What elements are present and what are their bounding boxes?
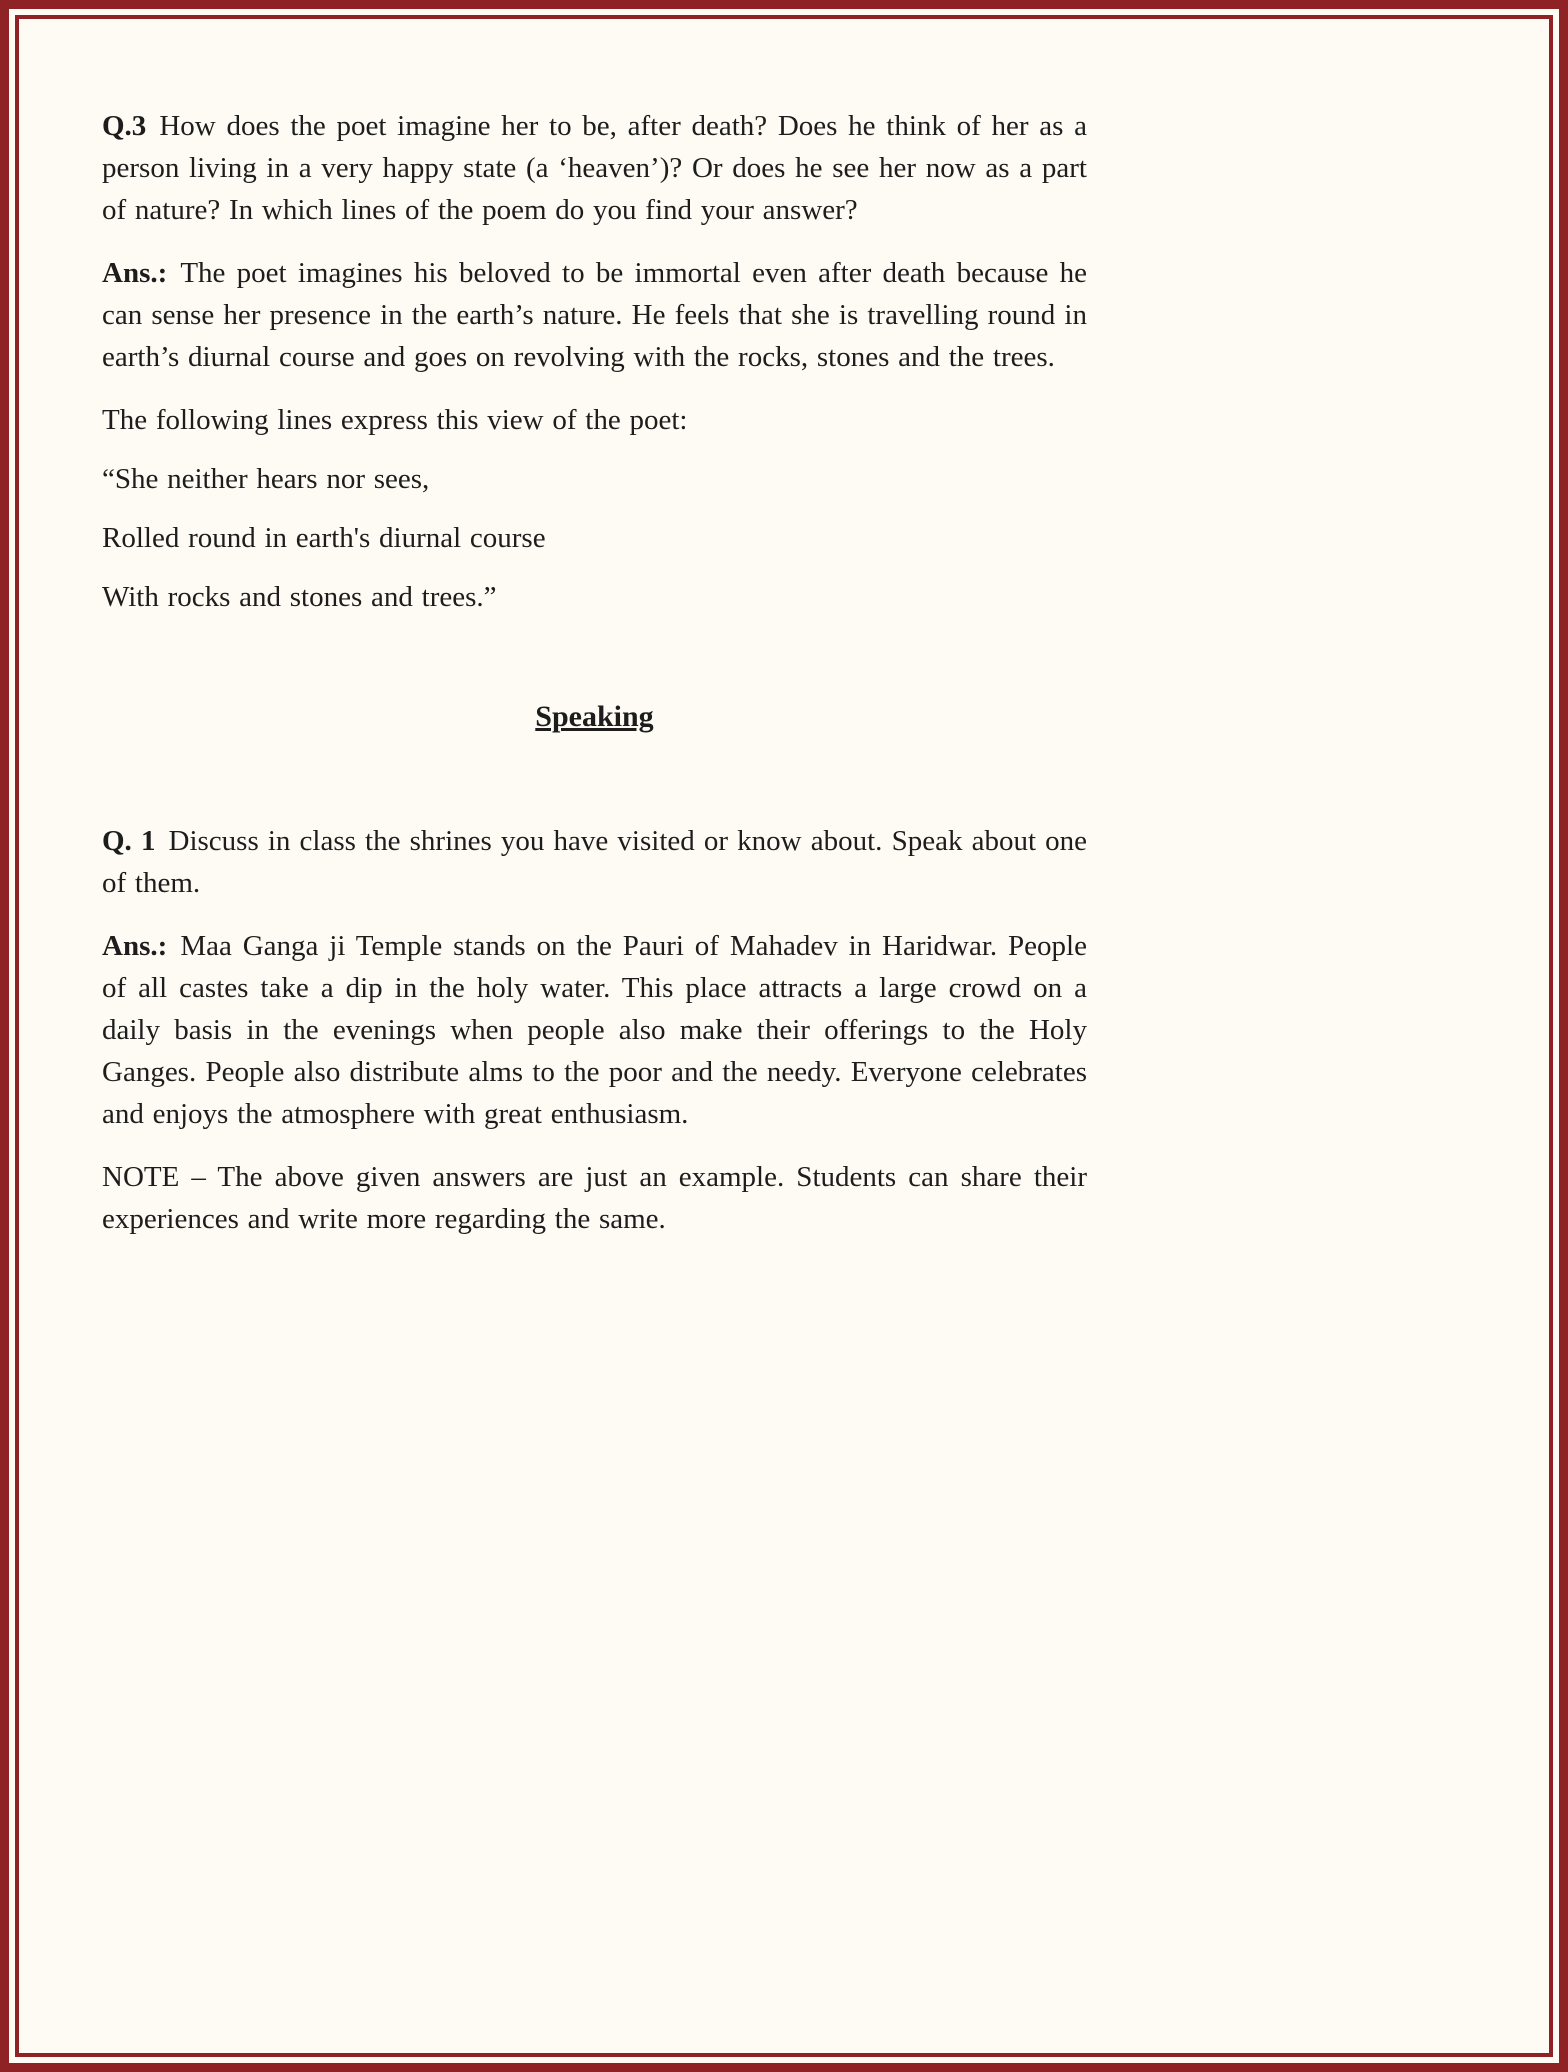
question-q3-label: Q.3 xyxy=(102,110,147,142)
page-inner-border xyxy=(15,15,1553,2057)
question-q1-label: Q. 1 xyxy=(102,825,156,857)
answer-q3 xyxy=(102,252,1087,378)
note-paragraph: NOTE – The above given answers are just an example. Students can share their experiences and write more regarding the same. xyxy=(102,1161,1087,1235)
answer-q1-text: Maa Ganga ji Temple stands on the Pauri of Mahadev in Haridwar. People of all castes take a dip in the holy water. This place attracts a large crowd on a daily basis in the evenings when people also make their offerings to the Holy Ganges. People also distribute alms to the poor and the needy. Everyone celebrates and enjoys the atmosphere with great enthusiasm. xyxy=(102,930,1087,1130)
section-heading-speaking: Speaking xyxy=(535,700,654,733)
answer-q1 xyxy=(102,925,1087,1135)
poem-quote-line: Rolled round in earth's diurnal course xyxy=(102,522,546,554)
answer-q1-label: Ans.: xyxy=(102,930,168,962)
answer-q3-text: The poet imagines his beloved to be immortal even after death because he can sense her presence in the earth’s nature. He feels that she is travelling round in earth’s diurnal course and goes on revolving with the rocks, stones and the trees. xyxy=(102,257,1087,373)
answer-q3-label: Ans.: xyxy=(102,257,168,289)
question-q1-text: Discuss in class the shrines you have visited or know about. Speak about one of them. xyxy=(102,825,1088,899)
poem-quote-line: With rocks and stones and trees.” xyxy=(102,581,497,613)
question-q3 xyxy=(102,105,1087,231)
quote-intro-line: The following lines express this view of the poet: xyxy=(102,404,688,436)
question-q1 xyxy=(102,820,1087,904)
question-q3-text: How does the poet imagine her to be, after death? Does he think of her as a person living in a very happy state (a ‘heaven’)? Or does he see her now as a part of nature? In which lines of the poem do you find your answer? xyxy=(102,110,1087,226)
page-content xyxy=(19,19,1549,2053)
poem-quote-line: “She neither hears nor sees, xyxy=(102,463,430,495)
